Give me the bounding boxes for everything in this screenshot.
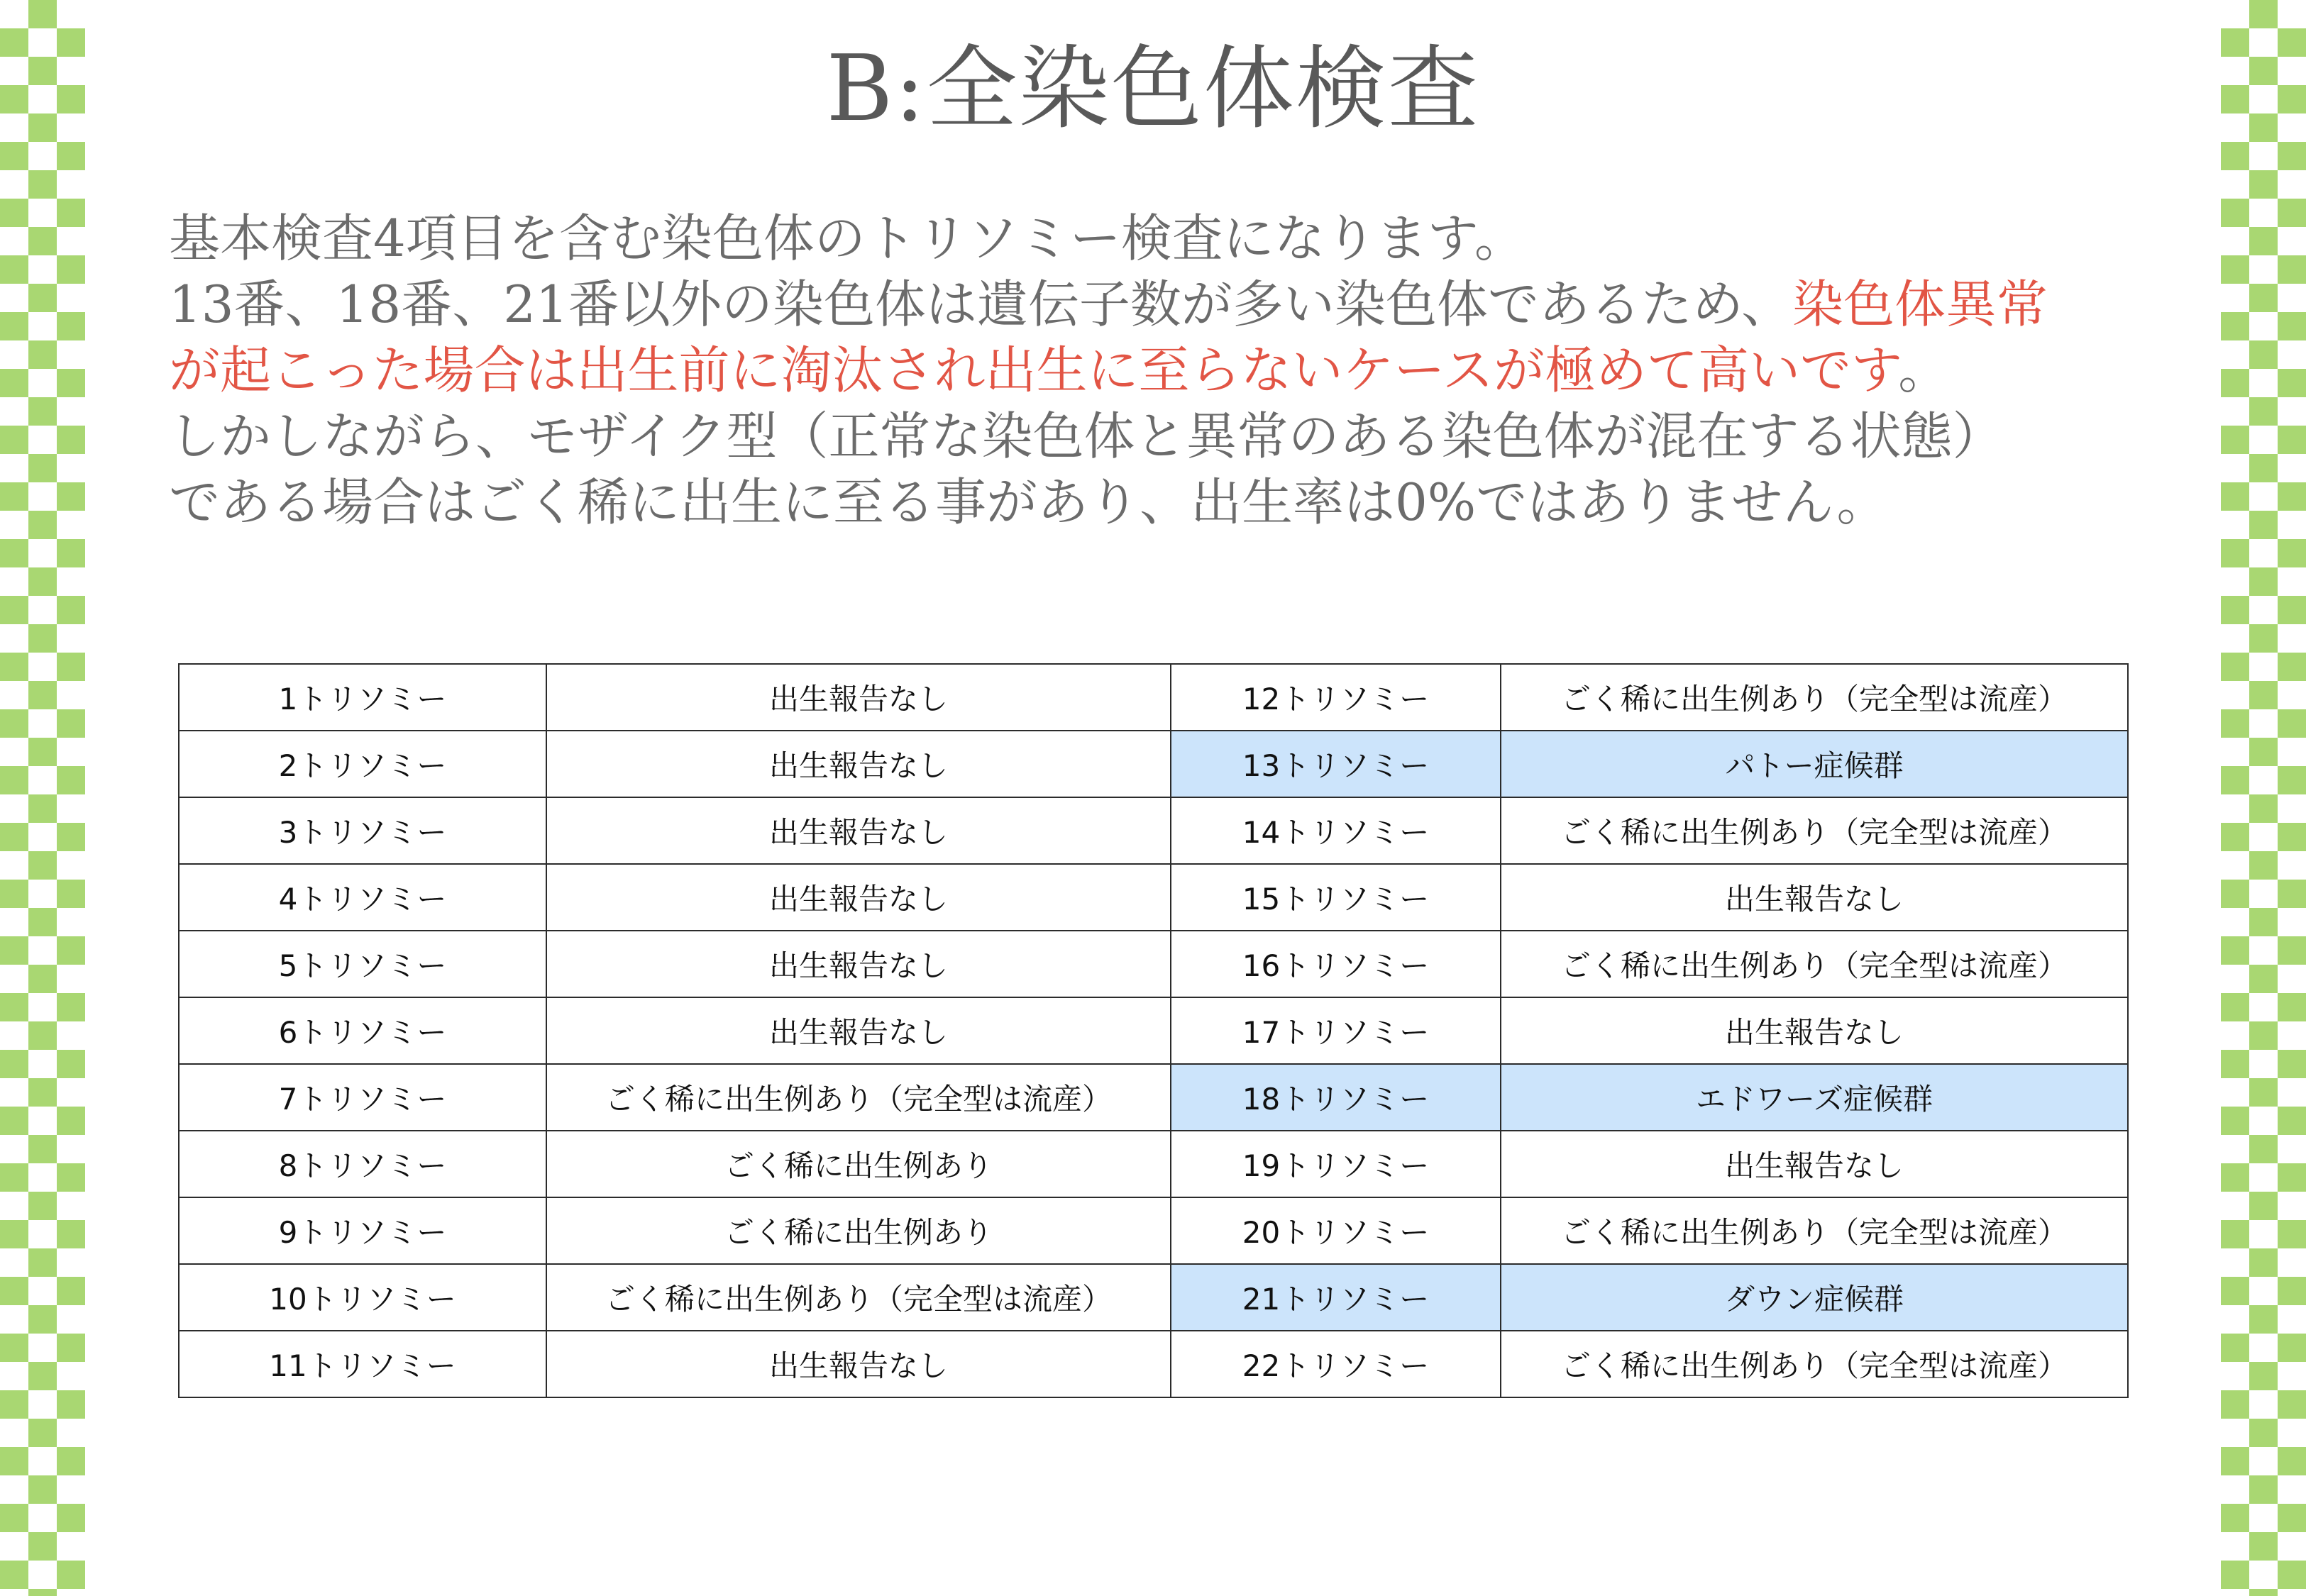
left-trisomy-status: ごく稀に出生例あり [546,1131,1171,1197]
page-title: B:全染色体検査 [826,36,1480,142]
intro-line-3 [169,338,2170,404]
intro-line-5: である場合はごく稀に出生に至る事があり、出生率は0%ではありません。 [169,472,1888,532]
right-trisomy-status: ごく稀に出生例あり（完全型は流産） [1501,664,2128,731]
table-row [179,1131,2128,1197]
table-row [179,864,2128,931]
right-trisomy-name: 15トリソミー [1171,864,1501,931]
left-trisomy-status: 出生報告なし [546,931,1171,997]
right-trisomy-status-highlighted: ダウン症候群 [1501,1264,2128,1331]
intro-line-1: 基本検査4項目を含む染色体のトリソミー検査になります。 [169,209,1526,268]
table-row [179,1064,2128,1131]
intro-line-4: しかしながら、モザイク型（正常な染色体と異常のある染色体が混在する状態） [169,406,2004,466]
right-trisomy-name: 14トリソミー [1171,797,1501,864]
table-row [179,931,2128,997]
left-trisomy-name: 9トリソミー [179,1197,546,1264]
right-trisomy-name: 12トリソミー [1171,664,1501,731]
left-trisomy-status: ごく稀に出生例あり（完全型は流産） [546,1264,1171,1331]
right-trisomy-name: 17トリソミー [1171,997,1501,1064]
right-trisomy-name: 19トリソミー [1171,1131,1501,1197]
right-trisomy-name-highlighted: 18トリソミー [1171,1064,1501,1131]
decorative-checker-border-left [0,0,85,1596]
intro-line-2-text: 13番、18番、21番以外の染色体は遺伝子数が多い染色体であるため、 [169,275,1792,334]
right-trisomy-status: 出生報告なし [1501,1131,2128,1197]
table-row [179,1264,2128,1331]
left-trisomy-status: 出生報告なし [546,997,1171,1064]
right-trisomy-status: ごく稀に出生例あり（完全型は流産） [1501,931,2128,997]
left-trisomy-status: ごく稀に出生例あり [546,1197,1171,1264]
table-row [179,731,2128,797]
table-row [179,1331,2128,1397]
intro-line-2-emphasis: 染色体異常 [1792,275,2048,334]
left-trisomy-name: 2トリソミー [179,731,546,797]
left-trisomy-name: 6トリソミー [179,997,546,1064]
left-trisomy-name: 1トリソミー [179,664,546,731]
intro-line-2 [169,272,2170,338]
table-row [179,997,2128,1064]
table-row [179,664,2128,731]
intro-line-3-emphasis: が起こった場合は出生前に淘汰され出生に至らないケースが極めて高いです [169,340,1899,400]
right-trisomy-status-highlighted: パトー症候群 [1501,731,2128,797]
right-trisomy-status: ごく稀に出生例あり（完全型は流産） [1501,797,2128,864]
left-trisomy-status: 出生報告なし [546,731,1171,797]
left-trisomy-name: 11トリソミー [179,1331,546,1397]
right-trisomy-status-highlighted: エドワーズ症候群 [1501,1064,2128,1131]
right-trisomy-name-highlighted: 13トリソミー [1171,731,1501,797]
left-trisomy-name: 10トリソミー [179,1264,546,1331]
left-trisomy-status: 出生報告なし [546,1331,1171,1397]
left-trisomy-name: 8トリソミー [179,1131,546,1197]
right-trisomy-name: 16トリソミー [1171,931,1501,997]
left-trisomy-name: 3トリソミー [179,797,546,864]
right-trisomy-name: 22トリソミー [1171,1331,1501,1397]
table-row [179,1197,2128,1264]
left-trisomy-name: 7トリソミー [179,1064,546,1131]
left-trisomy-status: 出生報告なし [546,864,1171,931]
right-trisomy-status: 出生報告なし [1501,864,2128,931]
left-trisomy-name: 4トリソミー [179,864,546,931]
decorative-checker-border-right [2221,0,2306,1596]
left-trisomy-status: 出生報告なし [546,797,1171,864]
left-trisomy-status: 出生報告なし [546,664,1171,731]
left-trisomy-status: ごく稀に出生例あり（完全型は流産） [546,1064,1171,1131]
table-row [179,797,2128,864]
trisomy-table [178,663,2129,1398]
right-trisomy-name: 20トリソミー [1171,1197,1501,1264]
left-trisomy-name: 5トリソミー [179,931,546,997]
intro-line-3-text: 。 [1898,340,1950,400]
right-trisomy-status: 出生報告なし [1501,997,2128,1064]
intro-paragraph [169,206,2170,536]
right-trisomy-name-highlighted: 21トリソミー [1171,1264,1501,1331]
right-trisomy-status: ごく稀に出生例あり（完全型は流産） [1501,1331,2128,1397]
right-trisomy-status: ごく稀に出生例あり（完全型は流産） [1501,1197,2128,1264]
